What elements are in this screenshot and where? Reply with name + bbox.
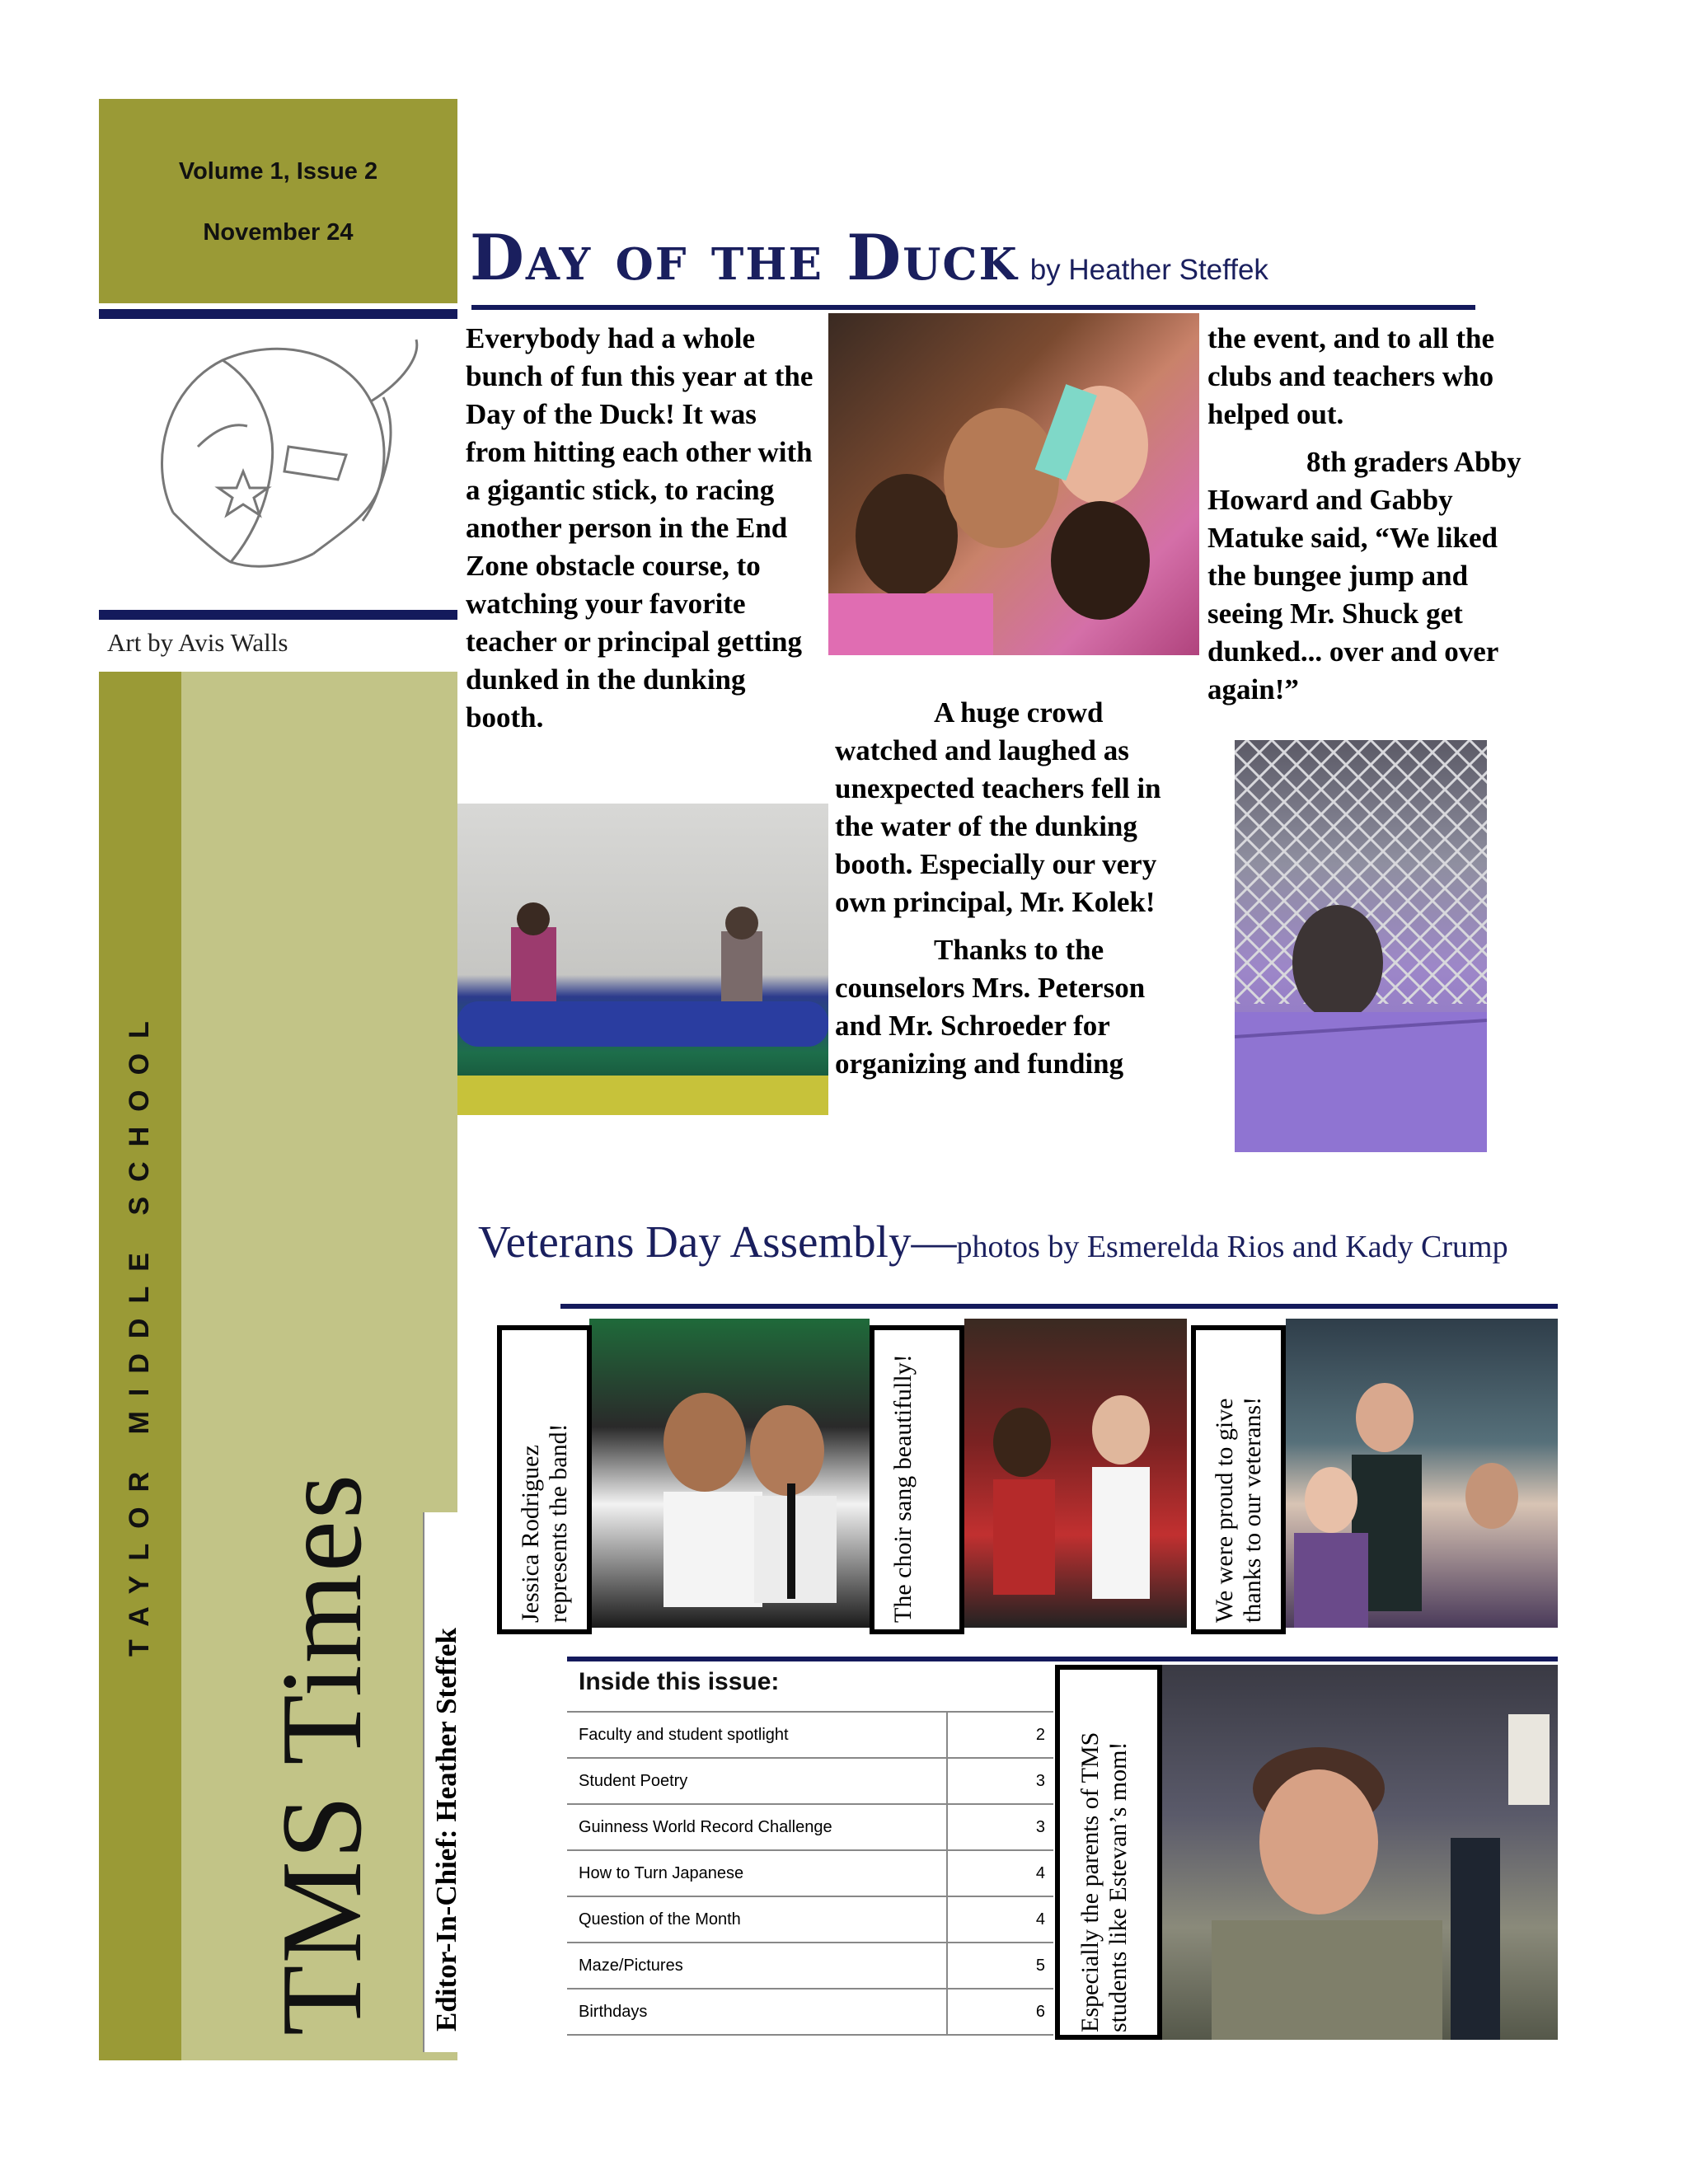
photo-gladiator-art (457, 804, 828, 1115)
toc-row[interactable] (567, 1711, 1053, 1759)
toc-separator (946, 1851, 948, 1896)
caption-box-band (497, 1325, 592, 1634)
article-col2-p1: A huge crowd watched and laughed as unexpected teachers fell in the water of the dunking booth. Especially our very own principal, Mr. Kolek! (835, 696, 1161, 918)
photo-veteran-mom-art (1162, 1665, 1558, 2040)
toc-item-label: Guinness World Record Challenge (579, 1818, 832, 1836)
article-col2-p2: Thanks to the counselors Mrs. Peterson and Mr. Schroeder for organizing and funding (835, 934, 1146, 1080)
toc-separator (946, 1897, 948, 1942)
toc-item-page: 6 (1035, 2003, 1045, 2021)
photo-veteran-mom (1162, 1665, 1558, 2040)
caption-choir: The choir sang beautifully! (889, 1354, 917, 1623)
headline-underline (471, 305, 1475, 310)
toc-item-label: How to Turn Japanese (579, 1864, 744, 1882)
photo-veteran-art (1286, 1319, 1558, 1628)
caption-box-veterans (1191, 1325, 1286, 1634)
toc-item-label: Maze/Pictures (579, 1957, 683, 1975)
table-of-contents (567, 1663, 1053, 2036)
editor-in-chief: Editor-In-Chief: Heather Steffek (430, 1628, 462, 2032)
veterans-underline (560, 1304, 1558, 1309)
toc-separator (946, 1990, 948, 2034)
toc-item-page: 4 (1035, 1864, 1045, 1882)
article-col1-text: Everybody had a whole bunch of fun this year at the Day of the Duck! It was from hitting each other with a gigantic stick, to racing another person in the End Zone obstacle course, to watching your favorite teacher or principal getting dunked in the dunking booth. (466, 322, 814, 733)
article-headline (470, 221, 1268, 294)
headline-byline: by Heather Steffek (1029, 254, 1268, 286)
toc-separator (946, 1943, 948, 1988)
veterans-photo-credit: photos by Esmerelda Rios and Kady Crump (956, 1230, 1508, 1264)
article-column-1 (466, 320, 820, 747)
photo-band (589, 1319, 870, 1628)
texans-logo-sketch-icon (99, 323, 457, 607)
photo-choir (964, 1319, 1187, 1628)
toc-item-label: Question of the Month (579, 1910, 741, 1929)
caption-veterans: We were proud to give thanks to our veterans! (1211, 1396, 1266, 1623)
toc-item-label: Faculty and student spotlight (579, 1726, 789, 1744)
masthead-divider (99, 309, 457, 319)
toc-heading: Inside this issue: (579, 1668, 780, 1695)
photo-dunking-booth-art (1235, 740, 1487, 1152)
mascot-sketch (99, 323, 457, 607)
article-column-2 (835, 694, 1198, 1093)
toc-item-label: Student Poetry (579, 1772, 688, 1790)
toc-row[interactable] (567, 1805, 1053, 1851)
photo-choir-art (964, 1319, 1187, 1628)
issue-date: November 24 (203, 219, 354, 246)
photo-girls-group (828, 313, 1199, 655)
toc-row[interactable] (567, 1759, 1053, 1805)
toc-separator (946, 1805, 948, 1849)
toc-separator (946, 1713, 948, 1757)
photo-gladiator-joust (457, 804, 828, 1115)
photo-dunking-booth (1235, 740, 1487, 1152)
caption-box-mom (1055, 1665, 1162, 2040)
toc-top-rule (567, 1657, 1558, 1661)
photo-girls-group-art (828, 313, 1199, 655)
school-name: TAYLOR MIDDLE SCHOOL (124, 1006, 155, 1657)
toc-row[interactable] (567, 1990, 1053, 2036)
paper-title: TMS Times (258, 1472, 386, 2036)
headline-title: Day of the Duck (470, 221, 1019, 294)
toc-item-page: 5 (1035, 1957, 1045, 1975)
art-divider (99, 610, 457, 620)
article-col3-p2: 8th graders Abby Howard and Gabby Matuke said, “We liked the bungee jump and seeing Mr. Shuck get dunked... over and over again!” (1207, 446, 1522, 705)
toc-item-page: 3 (1035, 1818, 1045, 1836)
toc-row[interactable] (567, 1943, 1053, 1990)
photo-band-art (589, 1319, 870, 1628)
toc-item-label: Birthdays (579, 2003, 648, 2021)
article-column-3 (1207, 320, 1529, 719)
caption-band: Jessica Rodriguez represents the band! (517, 1423, 572, 1623)
caption-mom: Especially the parents of TMS students like Estevan’s mom! (1076, 1732, 1132, 2032)
toc-separator (946, 1759, 948, 1803)
veterans-heading (478, 1216, 1550, 1268)
toc-row[interactable] (567, 1897, 1053, 1943)
caption-box-choir (870, 1325, 964, 1634)
veterans-title: Veterans Day Assembly— (478, 1216, 957, 1267)
masthead-box (99, 99, 457, 303)
toc-row[interactable] (567, 1851, 1053, 1897)
article-col3-p1: the event, and to all the clubs and teachers who helped out. (1207, 322, 1495, 430)
toc-item-page: 2 (1035, 1726, 1045, 1744)
toc-item-page: 4 (1035, 1910, 1045, 1929)
art-credit: Art by Avis Walls (107, 628, 288, 657)
volume-issue: Volume 1, Issue 2 (178, 158, 378, 185)
photo-veteran (1286, 1319, 1558, 1628)
toc-item-page: 3 (1035, 1772, 1045, 1790)
